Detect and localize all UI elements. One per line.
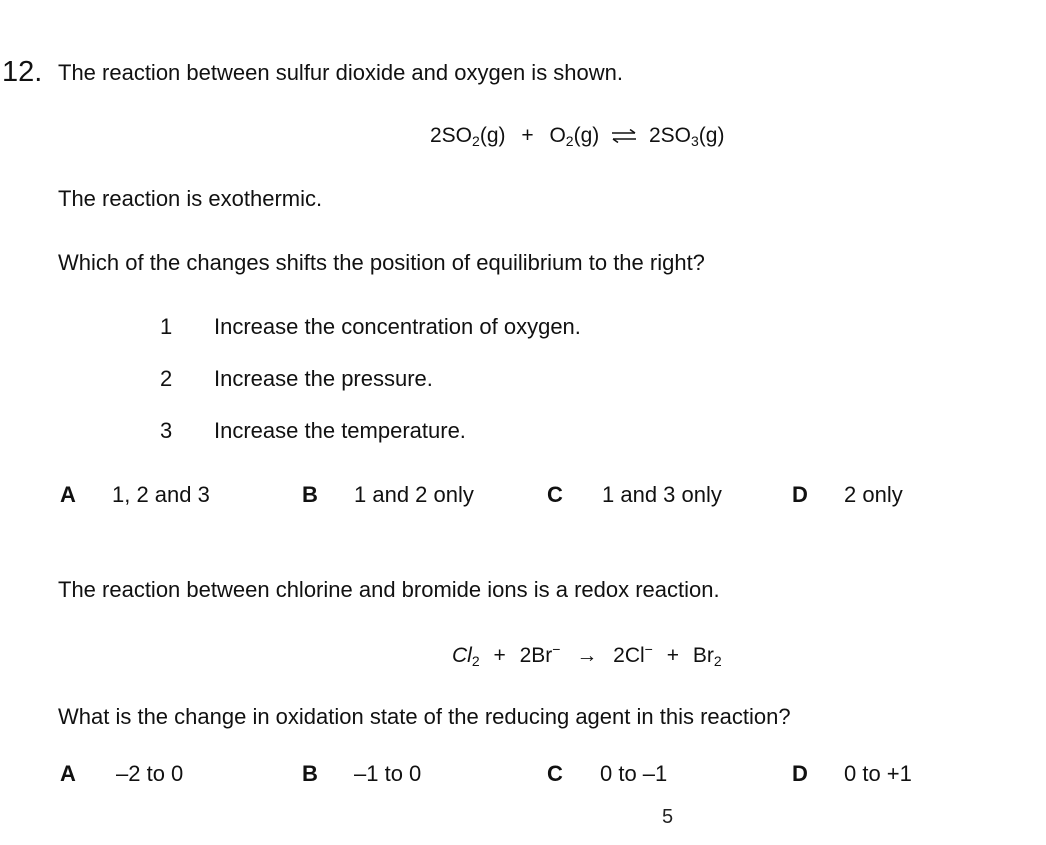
option-text: 1, 2 and 3 (112, 482, 210, 507)
page-number: 5 (662, 806, 674, 828)
option-text: 1 and 2 only (354, 482, 474, 507)
eq-cl2-sub: 2 (471, 653, 480, 669)
eq-o2: O (549, 124, 566, 147)
q13-option-c[interactable] (547, 761, 667, 787)
q12-option-c[interactable] (547, 482, 722, 508)
eq-cl2: Cl (452, 644, 472, 667)
eq-cl-ion: 2Cl (613, 644, 645, 667)
q13-option-d[interactable] (792, 761, 912, 787)
q13-question: What is the change in oxidation state of the reducing agent in this reaction? (58, 704, 791, 729)
q12-option-a[interactable] (60, 482, 210, 508)
statement-text: Increase the pressure. (214, 366, 433, 391)
statement-text: Increase the concentration of oxygen. (214, 314, 581, 339)
eq-cl-charge: − (644, 641, 653, 657)
option-text: 2 only (844, 482, 903, 507)
reaction-arrow-icon: → (576, 644, 598, 667)
statement-number: 2 (160, 366, 173, 391)
eq-o2-sub: 2 (565, 133, 574, 149)
q13-option-b[interactable] (302, 761, 421, 787)
option-letter: C (547, 761, 563, 786)
q13-option-a[interactable] (60, 761, 183, 787)
statement-1 (160, 314, 581, 340)
eq-br-ion: 2Br (519, 644, 553, 667)
statement-3 (160, 418, 466, 444)
statement-2 (160, 366, 433, 392)
option-letter: C (547, 482, 563, 507)
q12-equation (430, 124, 724, 149)
option-text: 0 to –1 (600, 761, 668, 786)
q12-option-b[interactable] (302, 482, 474, 508)
eq-plus-2: + (666, 644, 679, 667)
option-letter: D (792, 482, 808, 507)
eq-o2-state: (g) (573, 124, 600, 147)
option-text: –1 to 0 (354, 761, 422, 786)
eq-so2-state: (g) (479, 124, 506, 147)
statement-number: 1 (160, 314, 173, 339)
option-letter: D (792, 761, 808, 786)
option-letter: A (60, 482, 76, 507)
equilibrium-arrow-icon (611, 129, 637, 143)
q12-question: Which of the changes shifts the position of equilibrium to the right? (58, 250, 705, 275)
question-number: 12. (2, 56, 43, 88)
statement-text: Increase the temperature. (214, 418, 466, 443)
option-letter: B (302, 482, 318, 507)
eq-so3-coef: 2SO (648, 124, 691, 147)
eq-br2-sub: 2 (713, 653, 722, 669)
option-text: 0 to +1 (844, 761, 912, 786)
eq-br-charge: − (552, 641, 561, 657)
eq-plus-1: + (493, 644, 506, 667)
option-letter: B (302, 761, 318, 786)
q13-intro: The reaction between chlorine and bromide ions is a redox reaction. (58, 577, 720, 602)
eq-plus: + (521, 124, 534, 147)
eq-br2: Br (692, 644, 714, 667)
option-letter: A (60, 761, 76, 786)
eq-so3-sub: 3 (690, 133, 699, 149)
eq-so2-sub: 2 (472, 133, 480, 149)
eq-so2-coef: 2SO (430, 124, 473, 147)
option-text: –2 to 0 (116, 761, 184, 786)
q12-option-d[interactable] (792, 482, 903, 508)
q12-intro: The reaction between sulfur dioxide and oxygen is shown. (58, 60, 624, 85)
option-text: 1 and 3 only (602, 482, 722, 507)
q13-equation (452, 641, 722, 669)
statement-number: 3 (160, 418, 173, 443)
q12-note: The reaction is exothermic. (58, 186, 323, 211)
eq-so3-state: (g) (698, 124, 725, 147)
